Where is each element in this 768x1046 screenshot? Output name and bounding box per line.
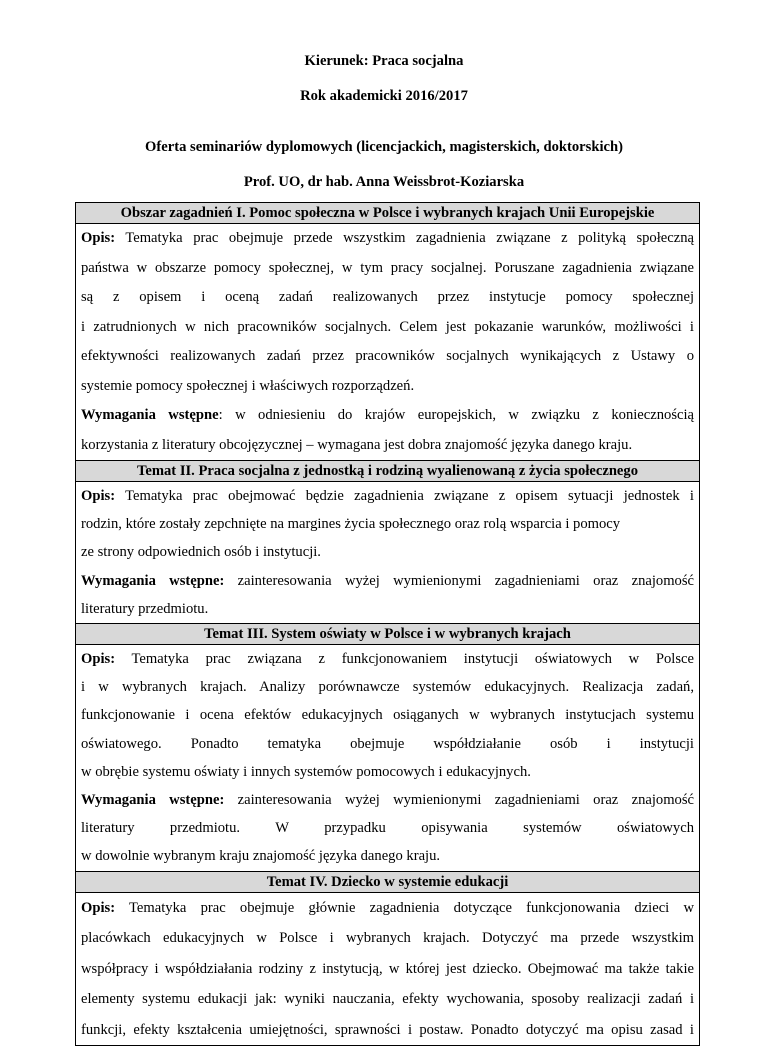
section-3-opis-line: oświatowego. Ponadto tematyka obejmuje współdziałanie osób i instytucji — [81, 735, 694, 752]
section-1-opis-line: systemie pomocy społecznej i właściwych rozporządzeń. — [81, 377, 415, 394]
seminar-topics-table — [75, 202, 700, 1046]
wymagania-label: Wymagania wstępne — [81, 792, 220, 809]
section-1-opis-line: Tematyka prac obejmuje przede wszystkim zagadnienia związane z polityką społeczną — [115, 230, 694, 246]
section-2-wym-line: literatury przedmiotu. — [81, 600, 209, 617]
section-1-header-row — [76, 203, 700, 224]
section-3-opis-line: w obrębie systemu oświaty i innych systemów pomocowych i edukacyjnych. — [81, 763, 531, 780]
section-1-title: Obszar zagadnień I. Pomoc społeczna w Polsce i wybranych krajach Unii Europejskie — [76, 203, 700, 224]
section-2-opis-line: Tematyka prac obejmować będzie zagadnienia związane z opisem sytuacji jednostek i — [115, 488, 694, 504]
section-1-body-row — [76, 224, 700, 461]
academic-year-line: Rok akademicki 2016/2017 — [300, 88, 468, 104]
section-1-opis-line: państwa w obszarze pomocy społecznej, w tym pracy socjalnej. Poruszane zagadnienia związane — [81, 259, 694, 276]
wymagania-label: Wymagania wstępne — [81, 407, 219, 423]
section-1-wym-line: : w odniesieniu do krajów europejskich, w związku z koniecznością — [218, 407, 695, 423]
section-3-opis-line: Tematyka prac związana z funkcjonowaniem instytucji oświatowych w Polsce — [115, 651, 694, 668]
section-2-header-row — [76, 461, 700, 482]
opis-label: Opis: — [81, 230, 116, 246]
section-2-title: Temat II. Praca socjalna z jednostką i rodziną wyalienowaną z życia społecznego — [76, 461, 700, 482]
section-1-opis-line: są z opisem i oceną zadań realizowanych przez instytucje pomocy społecznej — [81, 289, 694, 305]
section-3-header-row — [76, 624, 700, 645]
wymagania-label: Wymagania wstępne — [81, 572, 220, 589]
program-line: Kierunek: Praca socjalna — [304, 53, 464, 69]
professor-name: Prof. UO, dr hab. Anna Weissbrot-Koziarska — [243, 174, 525, 190]
opis-label: Opis: — [81, 488, 116, 504]
opis-label: Opis: — [81, 651, 116, 668]
section-2-body-row — [76, 482, 700, 624]
section-1-wym-line: korzystania z literatury obcojęzycznej – wymagana jest dobra znajomość języka danego kraju. — [81, 436, 633, 453]
section-3-wym-line: literatury przedmiotu. W przypadku opisywania systemów oświatowych — [81, 820, 694, 837]
section-4-body-row — [76, 892, 700, 1046]
section-4-opis-line: placówkach edukacyjnych w Polsce i wybranych krajach. Dotyczyć ma przede wszystkim — [81, 930, 694, 947]
section-4-opis-line: funkcji, efekty kształcenia umiejętności, sprawności i postaw. Ponadto dotyczyć ma opisu zasad i — [81, 1021, 694, 1038]
section-1-opis-line: efektywności realizowanych zadań przez pracowników socjalnych wynikających z Ustawy o — [81, 348, 694, 364]
section-3-wym-line: zainteresowania wyżej wymienionymi zagadnieniami oraz znajomość — [224, 792, 695, 809]
opis-label: Opis: — [81, 899, 116, 916]
section-4-opis-line: Tematyka prac obejmuje głównie zagadnienia dotyczące funkcjonowania dzieci w — [115, 899, 694, 916]
section-4-opis-line: współpracy i współdziałania rodziny z instytucją, w której jest dziecko. Obejmować ma także takie — [81, 960, 694, 977]
section-4-opis-line: elementy systemu edukacji jak: wyniki nauczania, efekty wychowania, sposoby realizacji zadań i — [81, 991, 694, 1008]
section-3-opis-line: funkcjonowanie i ocena efektów edukacyjnych osiąganych w wybranych instytucjach systemu — [81, 707, 694, 724]
section-3-body-row — [76, 645, 700, 872]
section-1-body — [76, 224, 700, 461]
section-3-title: Temat III. System oświaty w Polsce i w wybranych krajach — [76, 624, 700, 645]
section-3-opis-line: i w wybranych krajach. Analizy porównawcze systemów edukacyjnych. Realizacja zadań, — [81, 679, 694, 696]
section-2-opis-line: rodzin, które zostały zepchnięte na margines życia społecznego oraz rolą wsparcia i pomocy — [81, 516, 621, 533]
section-3-body: Opis: Tematyka prac związana z funkcjonowaniem instytucji oświatowych w Polsce i w wybranych krajach. Analizy porównawcze systemów edukacyjnych. Realizacja zadań, funkcjonowanie i ocena efektów edukacyjnych osiąganych w wybranych instytucjach systemu oświatowego. Ponadto tematyka obejmuje współdziałanie osób i instytucji w obrębie systemu oświaty i innych systemów pomocowych i edukacyjnych. Wymagania wstępne: zainteresowania wyżej wymienionymi zagadnieniami oraz znajomość literatury przedmiotu. W przypadku opisywania systemów oświatowych w dowolnie wybranym kraju znajomość języka danego kraju. — [76, 645, 700, 872]
section-2-wym-line: zainteresowania wyżej wymienionymi zagadnieniami oraz znajomość — [224, 572, 695, 589]
section-3-wym-line: w dowolnie wybranym kraju znajomość języka danego kraju. — [81, 848, 441, 865]
section-4-header-row — [76, 871, 700, 892]
section-1-opis-line: i zatrudnionych w nich pracowników socjalnych. Celem jest pokazanie warunków, możliwości i — [81, 318, 694, 335]
section-2-opis-line: ze strony odpowiednich osób i instytucji. — [81, 544, 321, 561]
section-2-body: Opis: Tematyka prac obejmować będzie zagadnienia związane z opisem sytuacji jednostek i rodzin, które zostały zepchnięte na margines życia społecznego oraz rolą wsparcia i pomocy ze strony odpowiednich osób i instytucji. Wymagania wstępne: zainteresowania wyżej wymienionymi zagadnieniami oraz znajomość literatury przedmiotu. — [76, 482, 700, 624]
section-4-title: Temat IV. Dziecko w systemie edukacji — [76, 871, 700, 892]
offer-title: Oferta seminariów dyplomowych (licencjackich, magisterskich, doktorskich) — [145, 139, 623, 155]
section-4-body — [76, 892, 700, 1046]
